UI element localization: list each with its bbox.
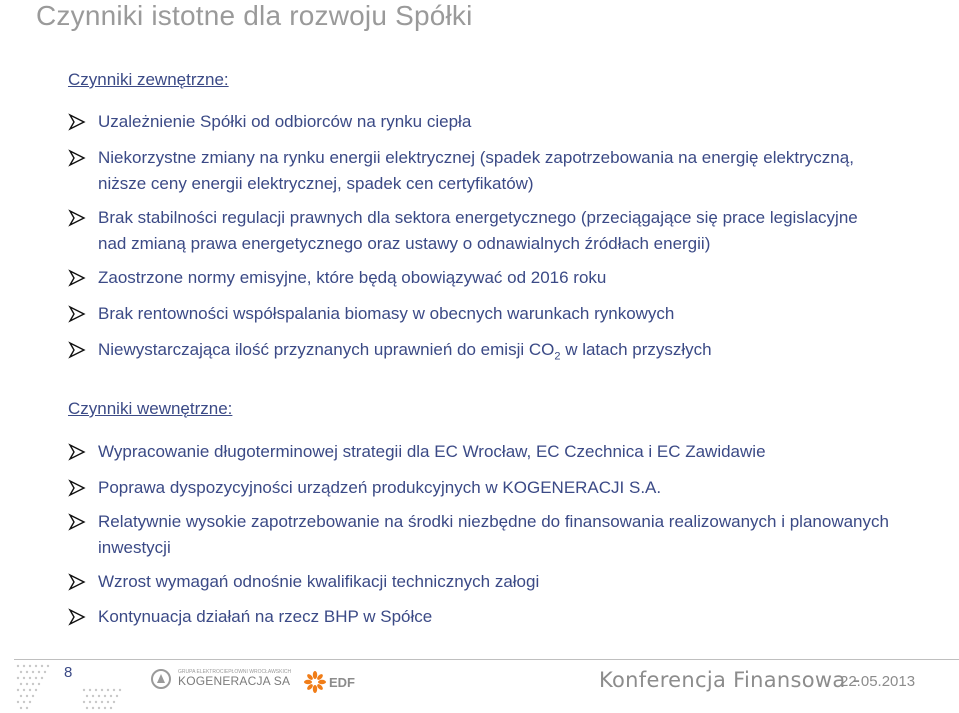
arrow-bullet-icon (68, 341, 86, 359)
list-item-text: Wzrost wymagań odnośnie kwalifikacji technicznych załogi (98, 572, 540, 591)
arrow-bullet-icon (68, 305, 86, 323)
list-item-text: Wypracowanie długoterminowej strategii dla EC Wrocław, EC Czechnica i EC Zawidawie (98, 442, 766, 461)
list-item-text: Zaostrzone normy emisyjne, które będą obowiązywać od 2016 roku (98, 268, 607, 287)
list-item (68, 442, 948, 465)
conference-date: 22.05.2013 (840, 673, 916, 690)
arrow-bullet-icon (68, 479, 86, 497)
decorative-dots (14, 662, 134, 712)
edf-flower-icon (303, 670, 327, 694)
list-item-text: Relatywnie wysokie zapotrzebowanie na środki niezbędne do finansowania realizowanych i planowanych inwestycji (98, 512, 889, 557)
arrow-bullet-icon (68, 149, 86, 167)
list-item (68, 208, 948, 257)
list-item (68, 478, 948, 501)
arrow-bullet-icon (68, 573, 86, 591)
kogeneracja-tagline: GRUPA ELEKTROCIEPŁOWNI WROCŁAWSKICH (178, 668, 292, 675)
kogeneracja-name: KOGENERACJA SA (178, 674, 291, 689)
list-item-text: Brak stabilności regulacji prawnych dla sektora energetycznego (przeciągające się prace legislacyjne nad zmianą prawa energetycznego oraz ustawy o odnawialnych źródłach energii) (98, 208, 858, 253)
arrow-bullet-icon (68, 269, 86, 287)
list-item (68, 148, 948, 197)
list-item-text: Niekorzystne zmiany na rynku energii elektrycznej (spadek zapotrzebowania na energię elektryczną, niższe ceny energii elektrycznej, spadek cen certyfikatów) (98, 148, 854, 193)
list-item-text: Poprawa dyspozycyjności urządzeń produkcyjnych w KOGENERACJI S.A. (98, 478, 662, 497)
footer-divider (14, 659, 959, 660)
arrow-bullet-icon (68, 113, 86, 131)
external-factors-heading: Czynniki zewnętrzne: (68, 70, 229, 89)
arrow-bullet-icon (68, 443, 86, 461)
list-item (68, 340, 948, 369)
list-item (68, 572, 948, 595)
edf-name: EDF (329, 674, 355, 690)
list-item (68, 112, 948, 135)
list-item (68, 607, 948, 630)
edf-logo (303, 670, 355, 694)
list-item (68, 304, 948, 327)
arrow-bullet-icon (68, 608, 86, 626)
arrow-bullet-icon (68, 513, 86, 531)
list-item (68, 512, 948, 561)
kogeneracja-mark-icon (150, 668, 172, 690)
arrow-bullet-icon (68, 209, 86, 227)
list-item-text: Uzależnienie Spółki od odbiorców na rynku ciepła (98, 112, 472, 131)
conference-title: Konferencja Finansowa - (599, 668, 861, 692)
list-item-text: Kontynuacja działań na rzecz BHP w Spółce (98, 607, 433, 626)
list-item-text: Brak rentowności współspalania biomasy w obecnych warunkach rynkowych (98, 304, 675, 323)
page-number: 8 (64, 664, 73, 681)
list-item-text: Niewystarczająca ilość przyznanych uprawnień do emisji $CO_2$ w latach przyszłych (98, 340, 712, 363)
kogeneracja-logo (150, 668, 291, 690)
slide-title: Czynniki istotne dla rozwoju Spółki (36, 0, 473, 31)
internal-factors-heading: Czynniki wewnętrzne: (68, 399, 233, 418)
list-item (68, 268, 948, 291)
